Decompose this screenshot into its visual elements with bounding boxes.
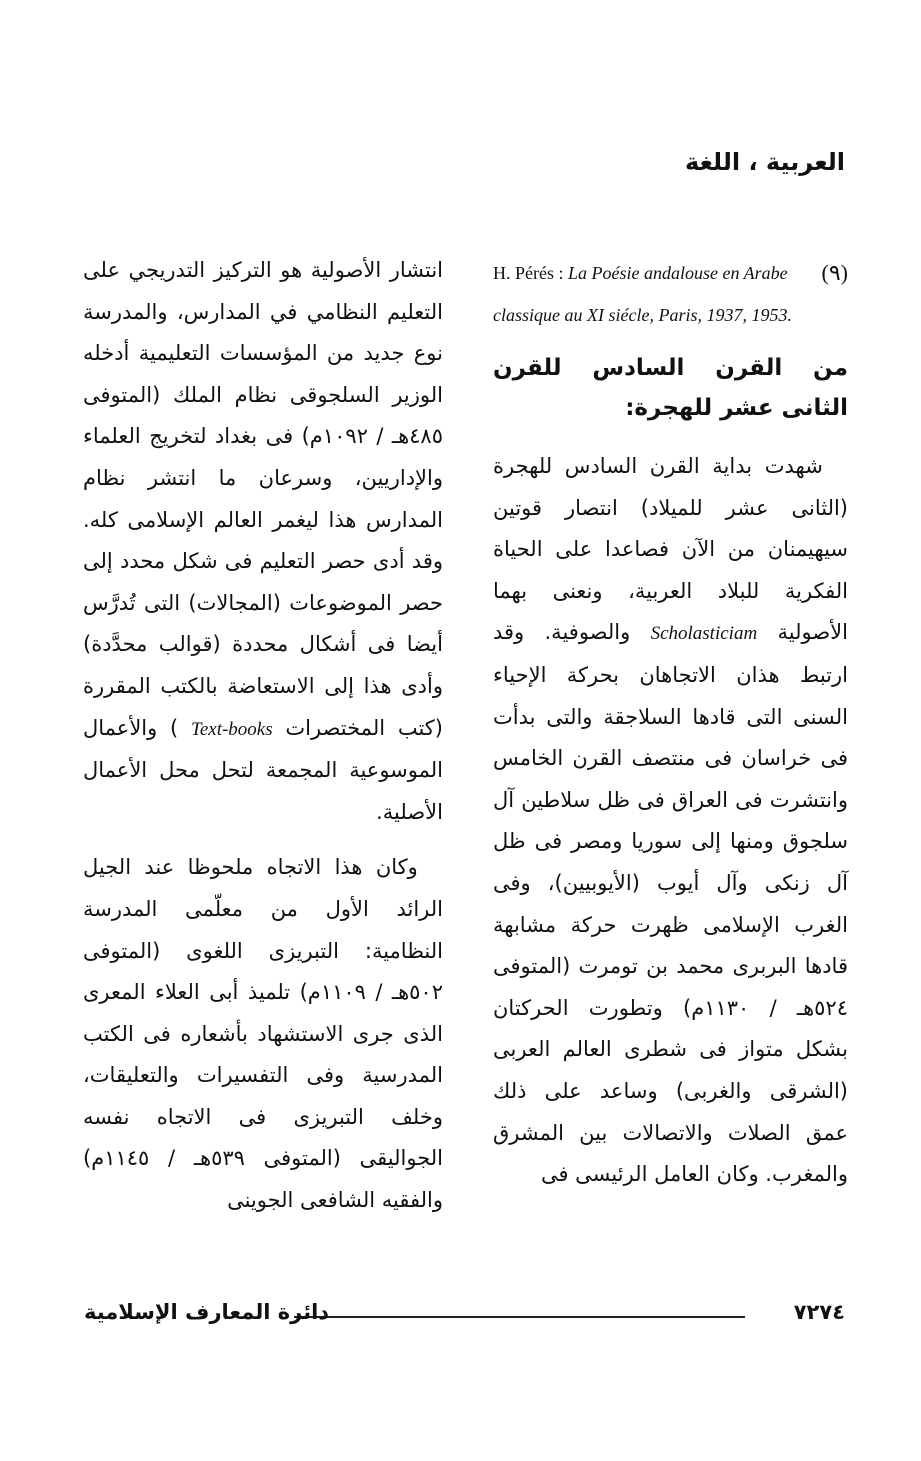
right-paragraph-1-end: والصوفية. وقد ارتبط هذان الاتجاهان بحركة الإحياء السنى التى قادها السلاجقة والتى بدأت فى خراسان فى منتصف القرن الخامس وانتشرت فى العراق فى ظل سلاطين آل سلجوق ومنها إلى سوريا ومصر فى ظل آل زنكى وآل أيوب (الأيوبيين)، وفى الغرب الإسلامى ظهرت حركة مشابهة قادها البربرى محمد بن تومرت (المتوفى ٥٢٤هـ / ١١٣٠م) وتطورت الحركتان بشكل متواز فى شطرى العالم العربى (الشرقى والغربى) وساعد على ذلك عمق الصلات والاتصالات بين المشرق والمغرب. وكان العامل الرئيسى فى: [493, 620, 848, 1187]
footnote-number: (٩): [821, 260, 848, 285]
journal-name: دائرة المعارف الإسلامية: [84, 1300, 330, 1324]
left-paragraph-1-end: ) والأعمال الموسوعية المجمعة لتحل محل الأعمال الأصلية.: [83, 715, 443, 824]
right-column: [493, 250, 848, 1210]
footer-rule: [294, 1316, 745, 1318]
footnote: [493, 252, 848, 336]
footnote-author: H. Pérés :: [493, 263, 564, 283]
left-column: [83, 250, 443, 1236]
latin-term-scholasticiam: Scholasticiam: [650, 623, 758, 645]
left-paragraph-2: وكان هذا الاتجاه ملحوظا عند الجيل الرائد الأول من معلّمى المدرسة النظامية: التبريزى اللغوى (المتوفى ٥٠٢هـ / ١١٠٩م) تلميذ أبى العلاء المعرى الذى جرى الاستشهاد بأشعاره فى الكتب المدرسية وفى التفسيرات والتعليقات، وخلف التبريزى فى الاتجاه نفسه الجواليقى (المتوفى ٥٣٩هـ / ١١٤٥م) والفقيه الشافعى الجوينى: [83, 855, 443, 1213]
right-paragraph-1: [493, 446, 848, 1196]
running-head: العربية ، اللغة: [684, 148, 845, 176]
left-paragraph-1: [83, 250, 443, 833]
latin-term-textbooks: Text-books: [191, 718, 273, 740]
page-number: ٧٢٧٤: [793, 1300, 845, 1324]
left-paragraph-1-start: انتشار الأصولية هو التركيز التدريجي على التعليم النظامي في المدارس، والمدرسة نوع جديد من المؤسسات التعليمية أدخله الوزير السلجوقى نظام الملك (المتوفى ٤٨٥هـ / ١٠٩٢م) فى بغداد لتخريج العلماء والإداريين، وسرعان ما انتشر نظام المدارس هذا ليغمر العالم الإسلامى كله. وقد أدى حصر التعليم فى شكل محدد إلى حصر الموضوعات (المجالات) التى تُدرَّس أيضا فى أشكال محددة (قوالب محدَّدة) وأدى هذا إلى الاستعاضة بالكتب المقررة (كتب المختصرات: [83, 258, 443, 740]
right-paragraph-1-start: شهدت بداية القرن السادس للهجرة (الثانى عشر للميلاد) انتصار قوتين سيهيمنان من الآن فصاعدا على الحياة الفكرية للبلاد العربية، ونعنى بهما الأصولية: [493, 454, 848, 645]
section-heading: من القرن السادس للقرن الثانى عشر للهجرة:: [493, 355, 848, 421]
footnote-years: 1937, 1953.: [706, 305, 792, 325]
page-footer: [84, 1300, 845, 1330]
footnote-title: La Poésie andalouse en Arabe classique au XI siécle, Paris,: [493, 263, 788, 325]
